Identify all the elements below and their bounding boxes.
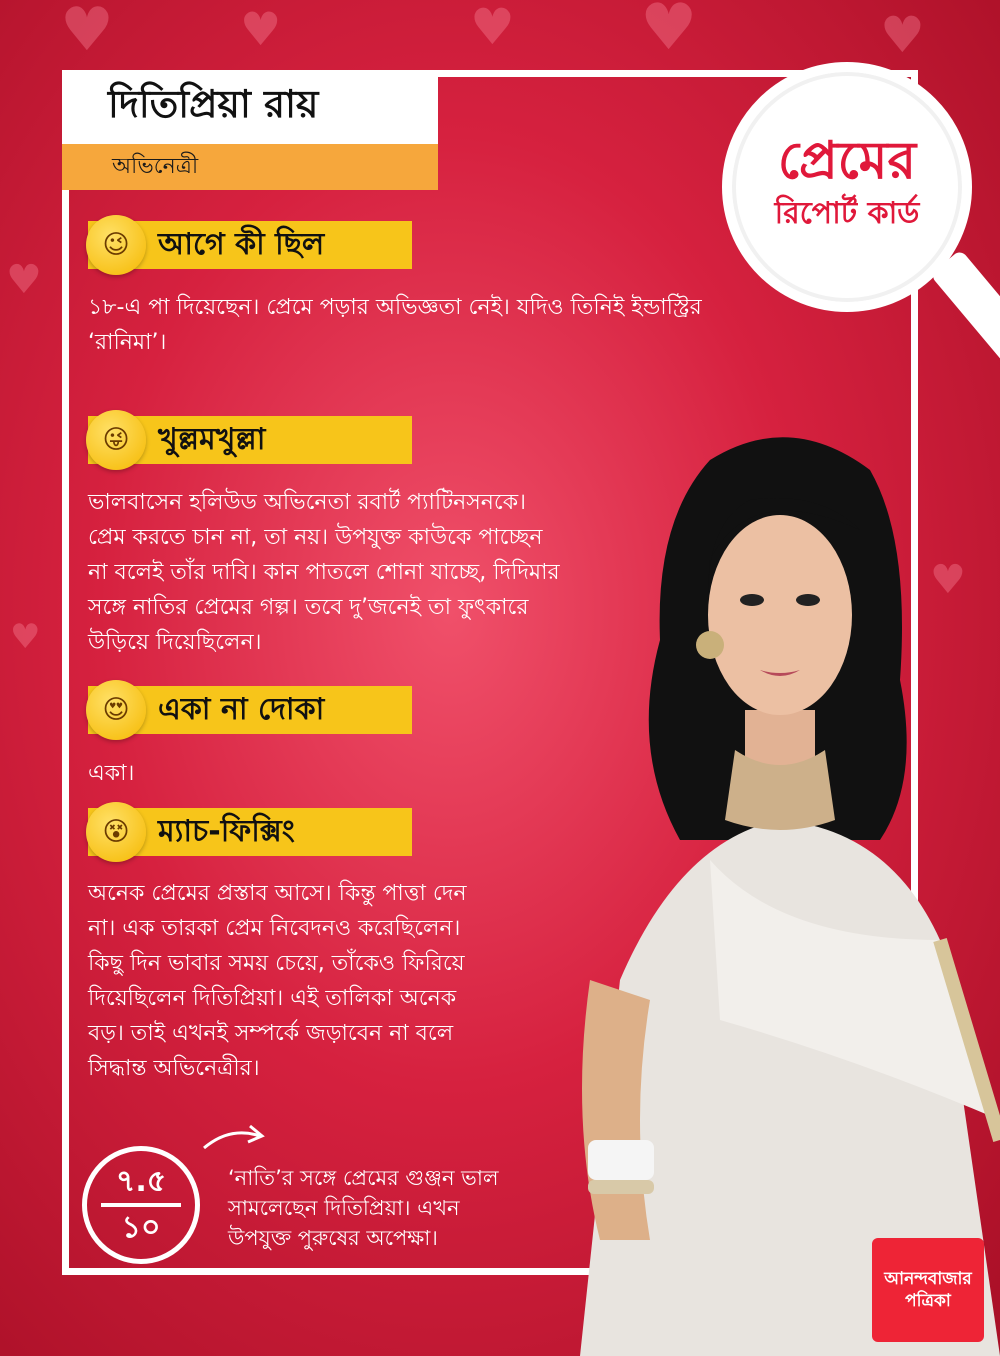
section-title: একা না দোকা bbox=[158, 691, 325, 727]
heart-icon: ♥ bbox=[880, 6, 925, 64]
text-line: বড়। তাই এখনই সম্পর্কে জড়াবেন না বলে bbox=[88, 1021, 454, 1046]
score-circle bbox=[82, 1146, 200, 1264]
text-line: উপযুক্ত পুরুষের অপেক্ষা। bbox=[228, 1226, 438, 1250]
text-line: সামলেছেন দিতিপ্রিয়া। এখন bbox=[228, 1196, 460, 1220]
score-comment bbox=[228, 1163, 558, 1253]
text-line: উড়িয়ে দিয়েছিলেন। bbox=[88, 630, 262, 655]
section-text-past bbox=[88, 290, 702, 360]
badge-subtitle: রিপোর্ট কার্ড bbox=[774, 195, 920, 231]
text-line: না। এক তারকা প্রেম নিবেদনও করেছিলেন। bbox=[88, 916, 461, 941]
text-line: সঙ্গে নাতির প্রেমের গল্প। তবে দু’জনেই তা ফুৎকারে bbox=[88, 595, 529, 620]
text-line: কিছু দিন ভাবার সময় চেয়ে, তাঁকেও ফিরিয়ে bbox=[88, 951, 465, 976]
score-divider bbox=[101, 1203, 181, 1207]
text-line: সিদ্ধান্ত অভিনেত্রীর। bbox=[88, 1056, 260, 1081]
section-text-single bbox=[88, 756, 134, 791]
tongue-wink-emoji-icon: 😜 bbox=[86, 410, 146, 470]
text-line: প্রেম করতে চান না, তা নয়। উপযুক্ত কাউকে পাচ্ছেন bbox=[88, 525, 543, 550]
score-value: ৭.৫ bbox=[115, 1164, 167, 1199]
section-title: ম্যাচ-ফিক্সিং bbox=[158, 813, 295, 849]
name-box bbox=[62, 70, 438, 144]
section-header-past bbox=[88, 221, 412, 269]
text-line: ১৮-এ পা দিয়েছেন। প্রেমে পড়ার অভিজ্ঞতা নেই। যদিও তিনিই ইন্ডাস্ট্রির bbox=[88, 295, 702, 320]
text-line: ‘রানিমা’। bbox=[88, 330, 167, 355]
section-title: আগে কী ছিল bbox=[158, 226, 325, 262]
actress-portrait bbox=[560, 420, 1000, 1356]
badge-title: প্রেমের bbox=[777, 131, 917, 192]
wink-emoji-icon: 😉 bbox=[86, 215, 146, 275]
magnifier-handle bbox=[930, 249, 1000, 397]
heart-icon: ♥ bbox=[240, 2, 282, 56]
section-text-match-fixing bbox=[88, 876, 467, 1086]
heart-icon: ♥ bbox=[10, 617, 41, 657]
logo-line: পত্রিকা bbox=[905, 1291, 951, 1311]
logo-line: আনন্দবাজার bbox=[884, 1269, 972, 1289]
text-line: ‘নাতি’র সঙ্গে প্রেমের গুঞ্জন ভাল bbox=[228, 1166, 499, 1190]
section-text-open bbox=[88, 485, 560, 660]
section-header-single bbox=[88, 686, 412, 734]
score-out-of: ১০ bbox=[121, 1210, 161, 1245]
text-line: একা। bbox=[88, 761, 135, 786]
heart-icon: ♥ bbox=[6, 257, 42, 303]
section-header-open bbox=[88, 416, 412, 464]
text-line: ভালবাসেন হলিউড অভিনেতা রবার্ট প্যাটিনসনকে। bbox=[88, 490, 527, 515]
section-title: খুল্লমখুল্লা bbox=[158, 421, 266, 457]
dizzy-emoji-icon: 😵 bbox=[86, 802, 146, 862]
role-box bbox=[62, 144, 438, 190]
text-line: না বলেই তাঁর দাবি। কান পাতলে শোনা যাচ্ছে, দিদিমার bbox=[88, 560, 560, 585]
heart-eyes-emoji-icon: 😍 bbox=[86, 680, 146, 740]
person-role: অভিনেত্রী bbox=[112, 153, 199, 179]
arrow-icon bbox=[200, 1118, 270, 1158]
text-line: দিয়েছিলেন দিতিপ্রিয়া। এই তালিকা অনেক bbox=[88, 986, 457, 1011]
heart-icon: ♥ bbox=[470, 0, 515, 56]
person-name: দিতিপ্রিয়া রায় bbox=[108, 82, 319, 126]
section-header-match-fixing bbox=[88, 808, 412, 856]
heart-icon: ♥ bbox=[640, 0, 698, 65]
heart-icon: ♥ bbox=[930, 557, 966, 603]
anandabazar-logo bbox=[872, 1238, 984, 1342]
report-card-badge bbox=[722, 62, 972, 312]
heart-icon: ♥ bbox=[60, 0, 114, 65]
text-line: অনেক প্রেমের প্রস্তাব আসে। কিন্তু পাত্তা দেন bbox=[88, 881, 467, 906]
